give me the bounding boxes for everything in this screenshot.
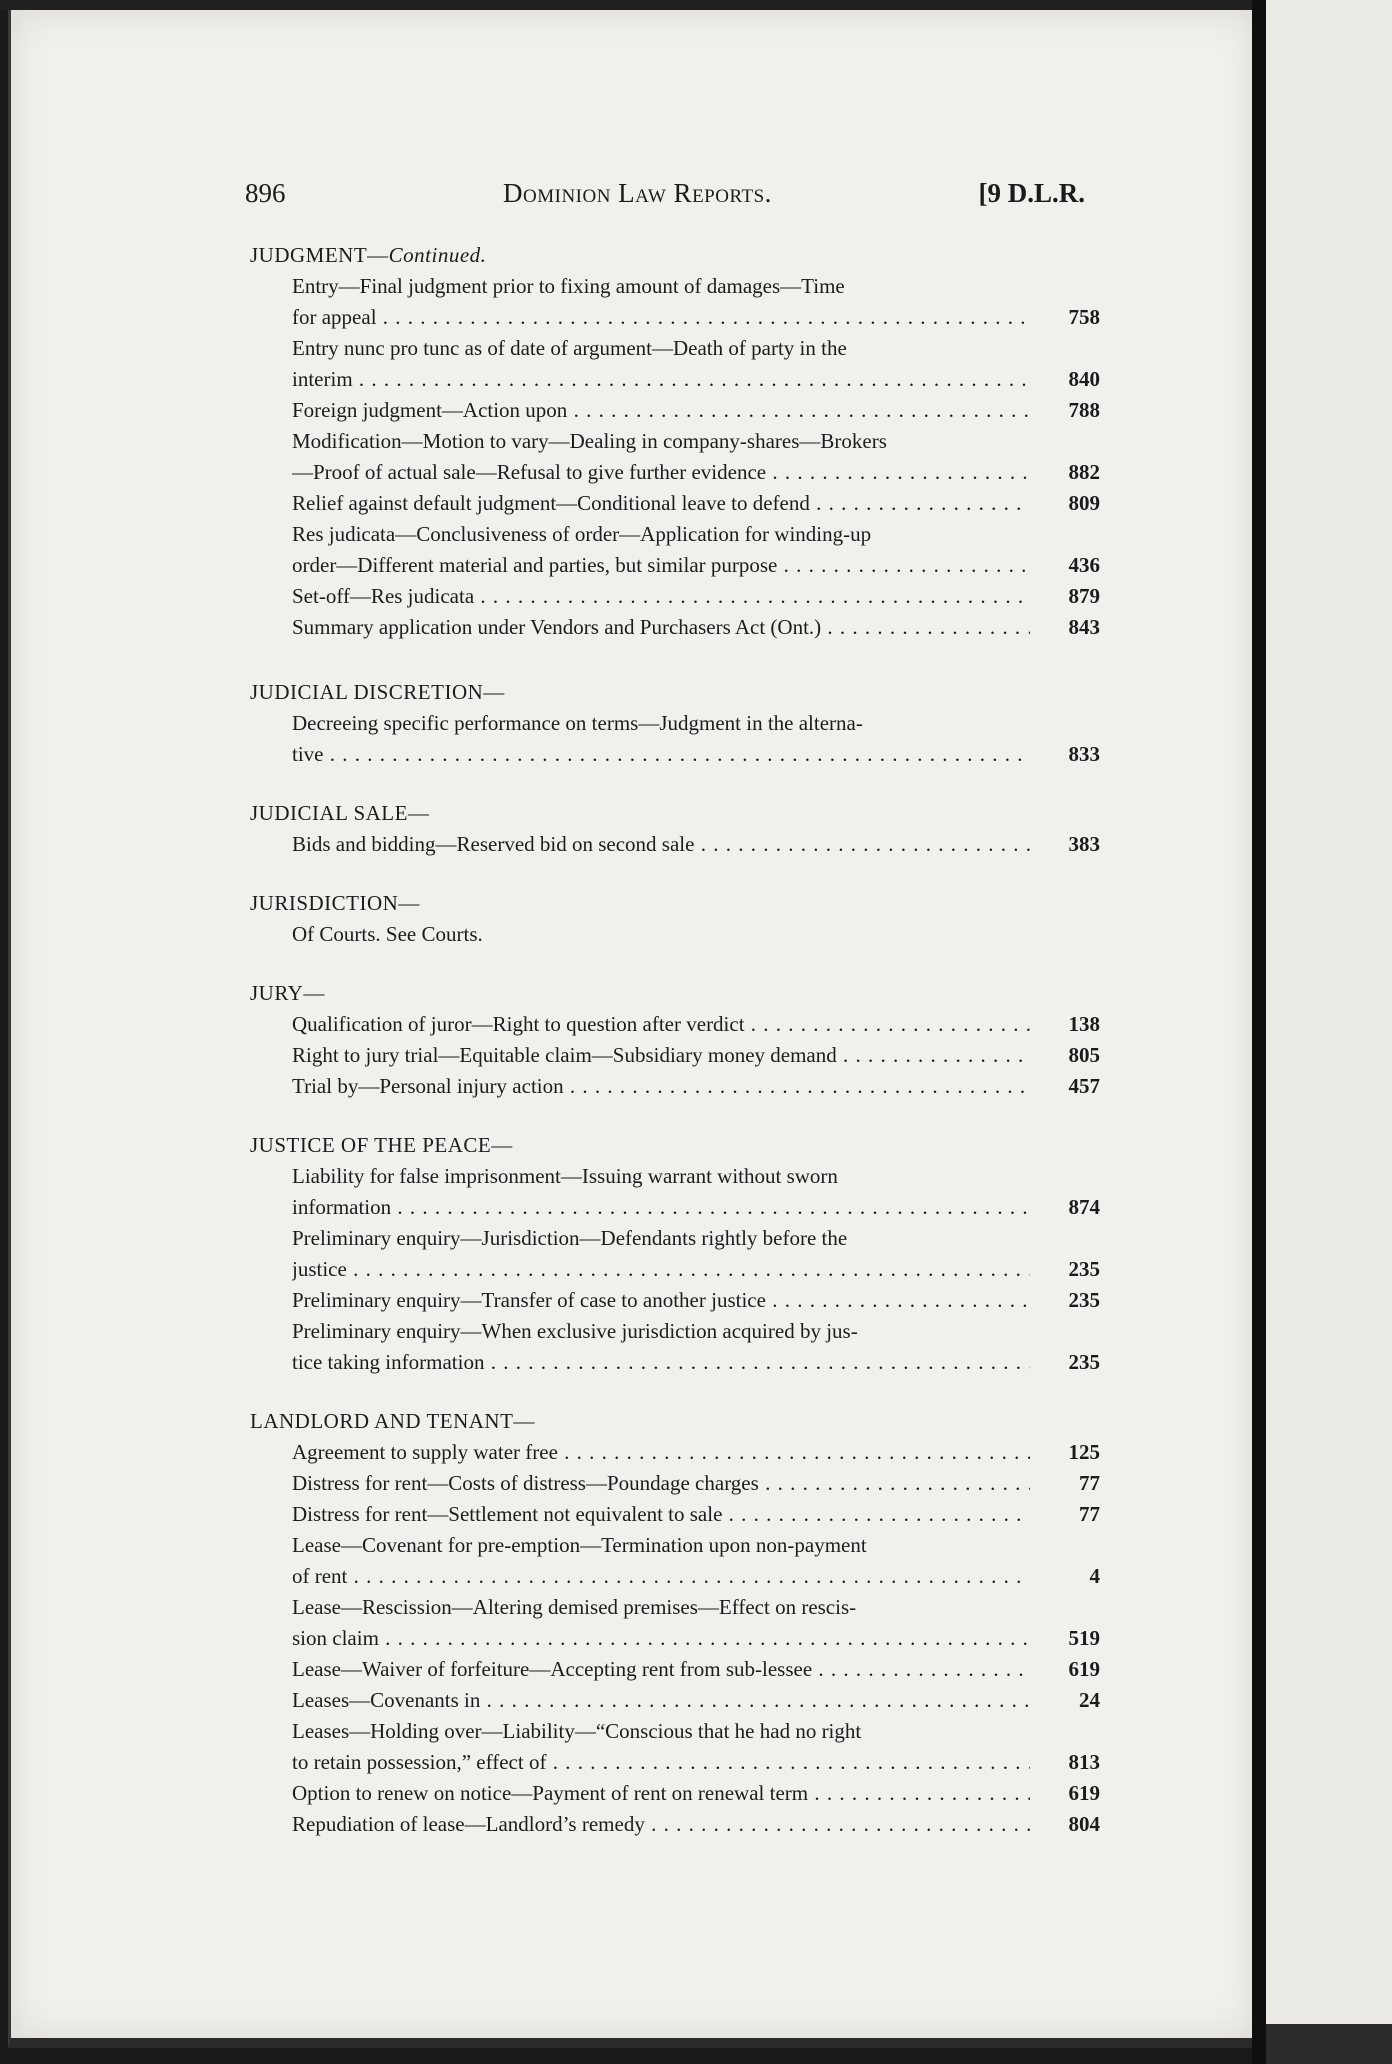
entry-text: Bids and bidding—Reserved bid on second sale . . . <box>292 829 1030 860</box>
entry-text: Relief against default judgment—Conditional leave to defend . . . <box>292 488 1030 519</box>
entry-text: Modification—Motion to vary—Dealing in company-shares—Brokers <box>292 429 887 453</box>
entry-text: Qualification of juror—Right to question after verdict . . . <box>292 1009 1030 1040</box>
entry-text: Preliminary enquiry—Jurisdiction—Defendants rightly before the <box>292 1226 848 1250</box>
entry-text: Decreeing specific performance on terms—Judgment in the alterna- <box>292 711 863 735</box>
index-section <box>250 798 1100 860</box>
section-heading <box>250 1130 1100 1161</box>
entry-text-continuation: order—Different material and parties, but similar purpose . . . <box>292 550 1030 581</box>
section-heading-continued: Continued. <box>388 243 487 267</box>
entry-text-continuation: tive . . . <box>292 739 1030 770</box>
index-entry <box>292 426 1100 488</box>
page-reference: 235 <box>1068 1350 1100 1374</box>
index-entry <box>292 1685 1100 1716</box>
page-reference: 813 <box>1068 1750 1100 1774</box>
index-section <box>250 888 1100 950</box>
volume-reference: [9 D.L.R. <box>978 178 1085 208</box>
section-heading <box>250 978 1100 1009</box>
page-reference: 519 <box>1068 1626 1100 1650</box>
entry-text: Set-off—Res judicata . . . <box>292 581 1030 612</box>
section-heading <box>250 1406 1100 1437</box>
entry-text-continuation: sion claim . . . <box>292 1623 1030 1654</box>
section-heading <box>250 677 1100 708</box>
entry-text: Leases—Holding over—Liability—“Conscious that he had no right <box>292 1719 862 1743</box>
index-entry <box>292 1592 1100 1654</box>
page-reference: 235 <box>1068 1288 1100 1312</box>
scan-bottom-edge <box>1266 2024 1392 2064</box>
section-heading-text: JUDGMENT— <box>250 243 389 267</box>
section-heading-text: JURISDICTION— <box>250 891 420 915</box>
page-reference: 4 <box>1089 1564 1100 1588</box>
running-header <box>245 178 1085 218</box>
entry-text-continuation: tice taking information . . . <box>292 1347 1030 1378</box>
index-entry <box>292 919 1100 950</box>
page-reference: 77 <box>1079 1471 1100 1495</box>
section-heading-text: JURY— <box>250 981 325 1005</box>
section-heading <box>250 798 1100 829</box>
entry-text-continuation: to retain possession,” effect of . . . <box>292 1747 1030 1778</box>
entry-list <box>250 919 1100 950</box>
index-entry <box>292 1071 1100 1102</box>
entry-text: Repudiation of lease—Landlord’s remedy . . . <box>292 1809 1030 1840</box>
entry-text: Leases—Covenants in . . . <box>292 1685 1030 1716</box>
index-entry <box>292 519 1100 581</box>
page-reference: 619 <box>1068 1781 1100 1805</box>
index-section <box>250 1130 1100 1378</box>
page-reference: 788 <box>1068 398 1100 422</box>
page-reference: 235 <box>1068 1257 1100 1281</box>
index-section <box>250 677 1100 770</box>
index-entry <box>292 1654 1100 1685</box>
index-entry <box>292 1809 1100 1840</box>
index-entry <box>292 395 1100 426</box>
entry-text: Foreign judgment—Action upon . . . <box>292 395 1030 426</box>
page-reference: 436 <box>1068 553 1100 577</box>
section-heading-text: JUDICIAL DISCRETION— <box>250 680 505 704</box>
entry-list <box>250 829 1100 860</box>
index-entry <box>292 1009 1100 1040</box>
entry-list <box>250 1009 1100 1102</box>
page-number: 896 <box>245 178 286 208</box>
page-reference: 138 <box>1068 1012 1100 1036</box>
index-entry <box>292 1223 1100 1285</box>
page-reference: 809 <box>1068 491 1100 515</box>
entry-text: Of Courts. See Courts. <box>292 922 483 946</box>
page-reference: 840 <box>1068 367 1100 391</box>
entry-text-continuation: justice . . . <box>292 1254 1030 1285</box>
book-spine <box>1252 0 1266 2064</box>
index-entry <box>292 1437 1100 1468</box>
entry-text: Option to renew on notice—Payment of rent on renewal term . . . <box>292 1778 1030 1809</box>
entry-text: Lease—Covenant for pre-emption—Termination upon non-payment <box>292 1533 867 1557</box>
page-reference: 77 <box>1079 1502 1100 1526</box>
page-reference: 805 <box>1068 1043 1100 1067</box>
facing-page-edge <box>1266 0 1392 2064</box>
entry-text: Lease—Waiver of forfeiture—Accepting rent from sub-lessee . . . <box>292 1654 1030 1685</box>
page-reference: 457 <box>1068 1074 1100 1098</box>
page-reference: 619 <box>1068 1657 1100 1681</box>
entry-text-continuation: —Proof of actual sale—Refusal to give further evidence . . . <box>292 457 1030 488</box>
entry-text: Summary application under Vendors and Purchasers Act (Ont.) . . . <box>292 612 1030 643</box>
entry-list <box>250 708 1100 770</box>
entry-text: Distress for rent—Costs of distress—Poundage charges . . . <box>292 1468 1030 1499</box>
page-reference: 833 <box>1068 742 1100 766</box>
index-entry <box>292 1285 1100 1316</box>
entry-text: Preliminary enquiry—When exclusive jurisdiction acquired by jus- <box>292 1319 858 1343</box>
page-reference: 882 <box>1068 460 1100 484</box>
page-reference: 874 <box>1068 1195 1100 1219</box>
entry-text: Res judicata—Conclusiveness of order—Application for winding-up <box>292 522 872 546</box>
page-reference: 383 <box>1068 832 1100 856</box>
section-heading-text: JUDICIAL SALE— <box>250 801 430 825</box>
index-entry <box>292 1468 1100 1499</box>
index-body <box>250 240 1100 1868</box>
entry-text: Liability for false imprisonment—Issuing warrant without sworn <box>292 1164 838 1188</box>
entry-text: Agreement to supply water free . . . <box>292 1437 1030 1468</box>
entry-text: Trial by—Personal injury action . . . <box>292 1071 1030 1102</box>
entry-list <box>250 1437 1100 1840</box>
section-heading <box>250 240 1100 271</box>
index-entry <box>292 612 1100 643</box>
page-reference: 843 <box>1068 615 1100 639</box>
entry-text: Entry nunc pro tunc as of date of argument—Death of party in the <box>292 336 847 360</box>
index-entry <box>292 333 1100 395</box>
entry-text: Entry—Final judgment prior to fixing amount of damages—Time <box>292 274 845 298</box>
index-entry <box>292 1040 1100 1071</box>
index-section <box>250 978 1100 1102</box>
index-entry <box>292 1716 1100 1778</box>
index-entry <box>292 1530 1100 1592</box>
page-reference: 24 <box>1079 1688 1100 1712</box>
entry-text: Right to jury trial—Equitable claim—Subsidiary money demand . . . <box>292 1040 1030 1071</box>
entry-text-continuation: for appeal . . . <box>292 302 1030 333</box>
page-reference: 125 <box>1068 1440 1100 1464</box>
section-heading <box>250 888 1100 919</box>
index-entry <box>292 1316 1100 1378</box>
index-entry <box>292 271 1100 333</box>
section-heading-text: LANDLORD AND TENANT— <box>250 1409 535 1433</box>
running-title: Dominion Law Reports. <box>503 178 772 208</box>
index-entry <box>292 581 1100 612</box>
index-entry <box>292 488 1100 519</box>
entry-text-continuation: of rent . . . <box>292 1561 1030 1592</box>
index-entry <box>292 1161 1100 1223</box>
index-section <box>250 240 1100 643</box>
entry-text: Preliminary enquiry—Transfer of case to another justice . . . <box>292 1285 1030 1316</box>
entry-text-continuation: interim . . . <box>292 364 1030 395</box>
index-entry <box>292 1499 1100 1530</box>
entry-text: Distress for rent—Settlement not equivalent to sale . . . <box>292 1499 1030 1530</box>
index-entry <box>292 1778 1100 1809</box>
section-heading-text: JUSTICE OF THE PEACE— <box>250 1133 513 1157</box>
entry-list <box>250 271 1100 643</box>
entry-list <box>250 1161 1100 1378</box>
entry-text-continuation: information . . . <box>292 1192 1030 1223</box>
index-section <box>250 1406 1100 1840</box>
entry-text: Lease—Rescission—Altering demised premises—Effect on rescis- <box>292 1595 857 1619</box>
page-reference: 804 <box>1068 1812 1100 1836</box>
page-reference: 879 <box>1068 584 1100 608</box>
index-entry <box>292 829 1100 860</box>
index-entry <box>292 708 1100 770</box>
scan-top-edge <box>0 0 1392 10</box>
page-reference: 758 <box>1068 305 1100 329</box>
